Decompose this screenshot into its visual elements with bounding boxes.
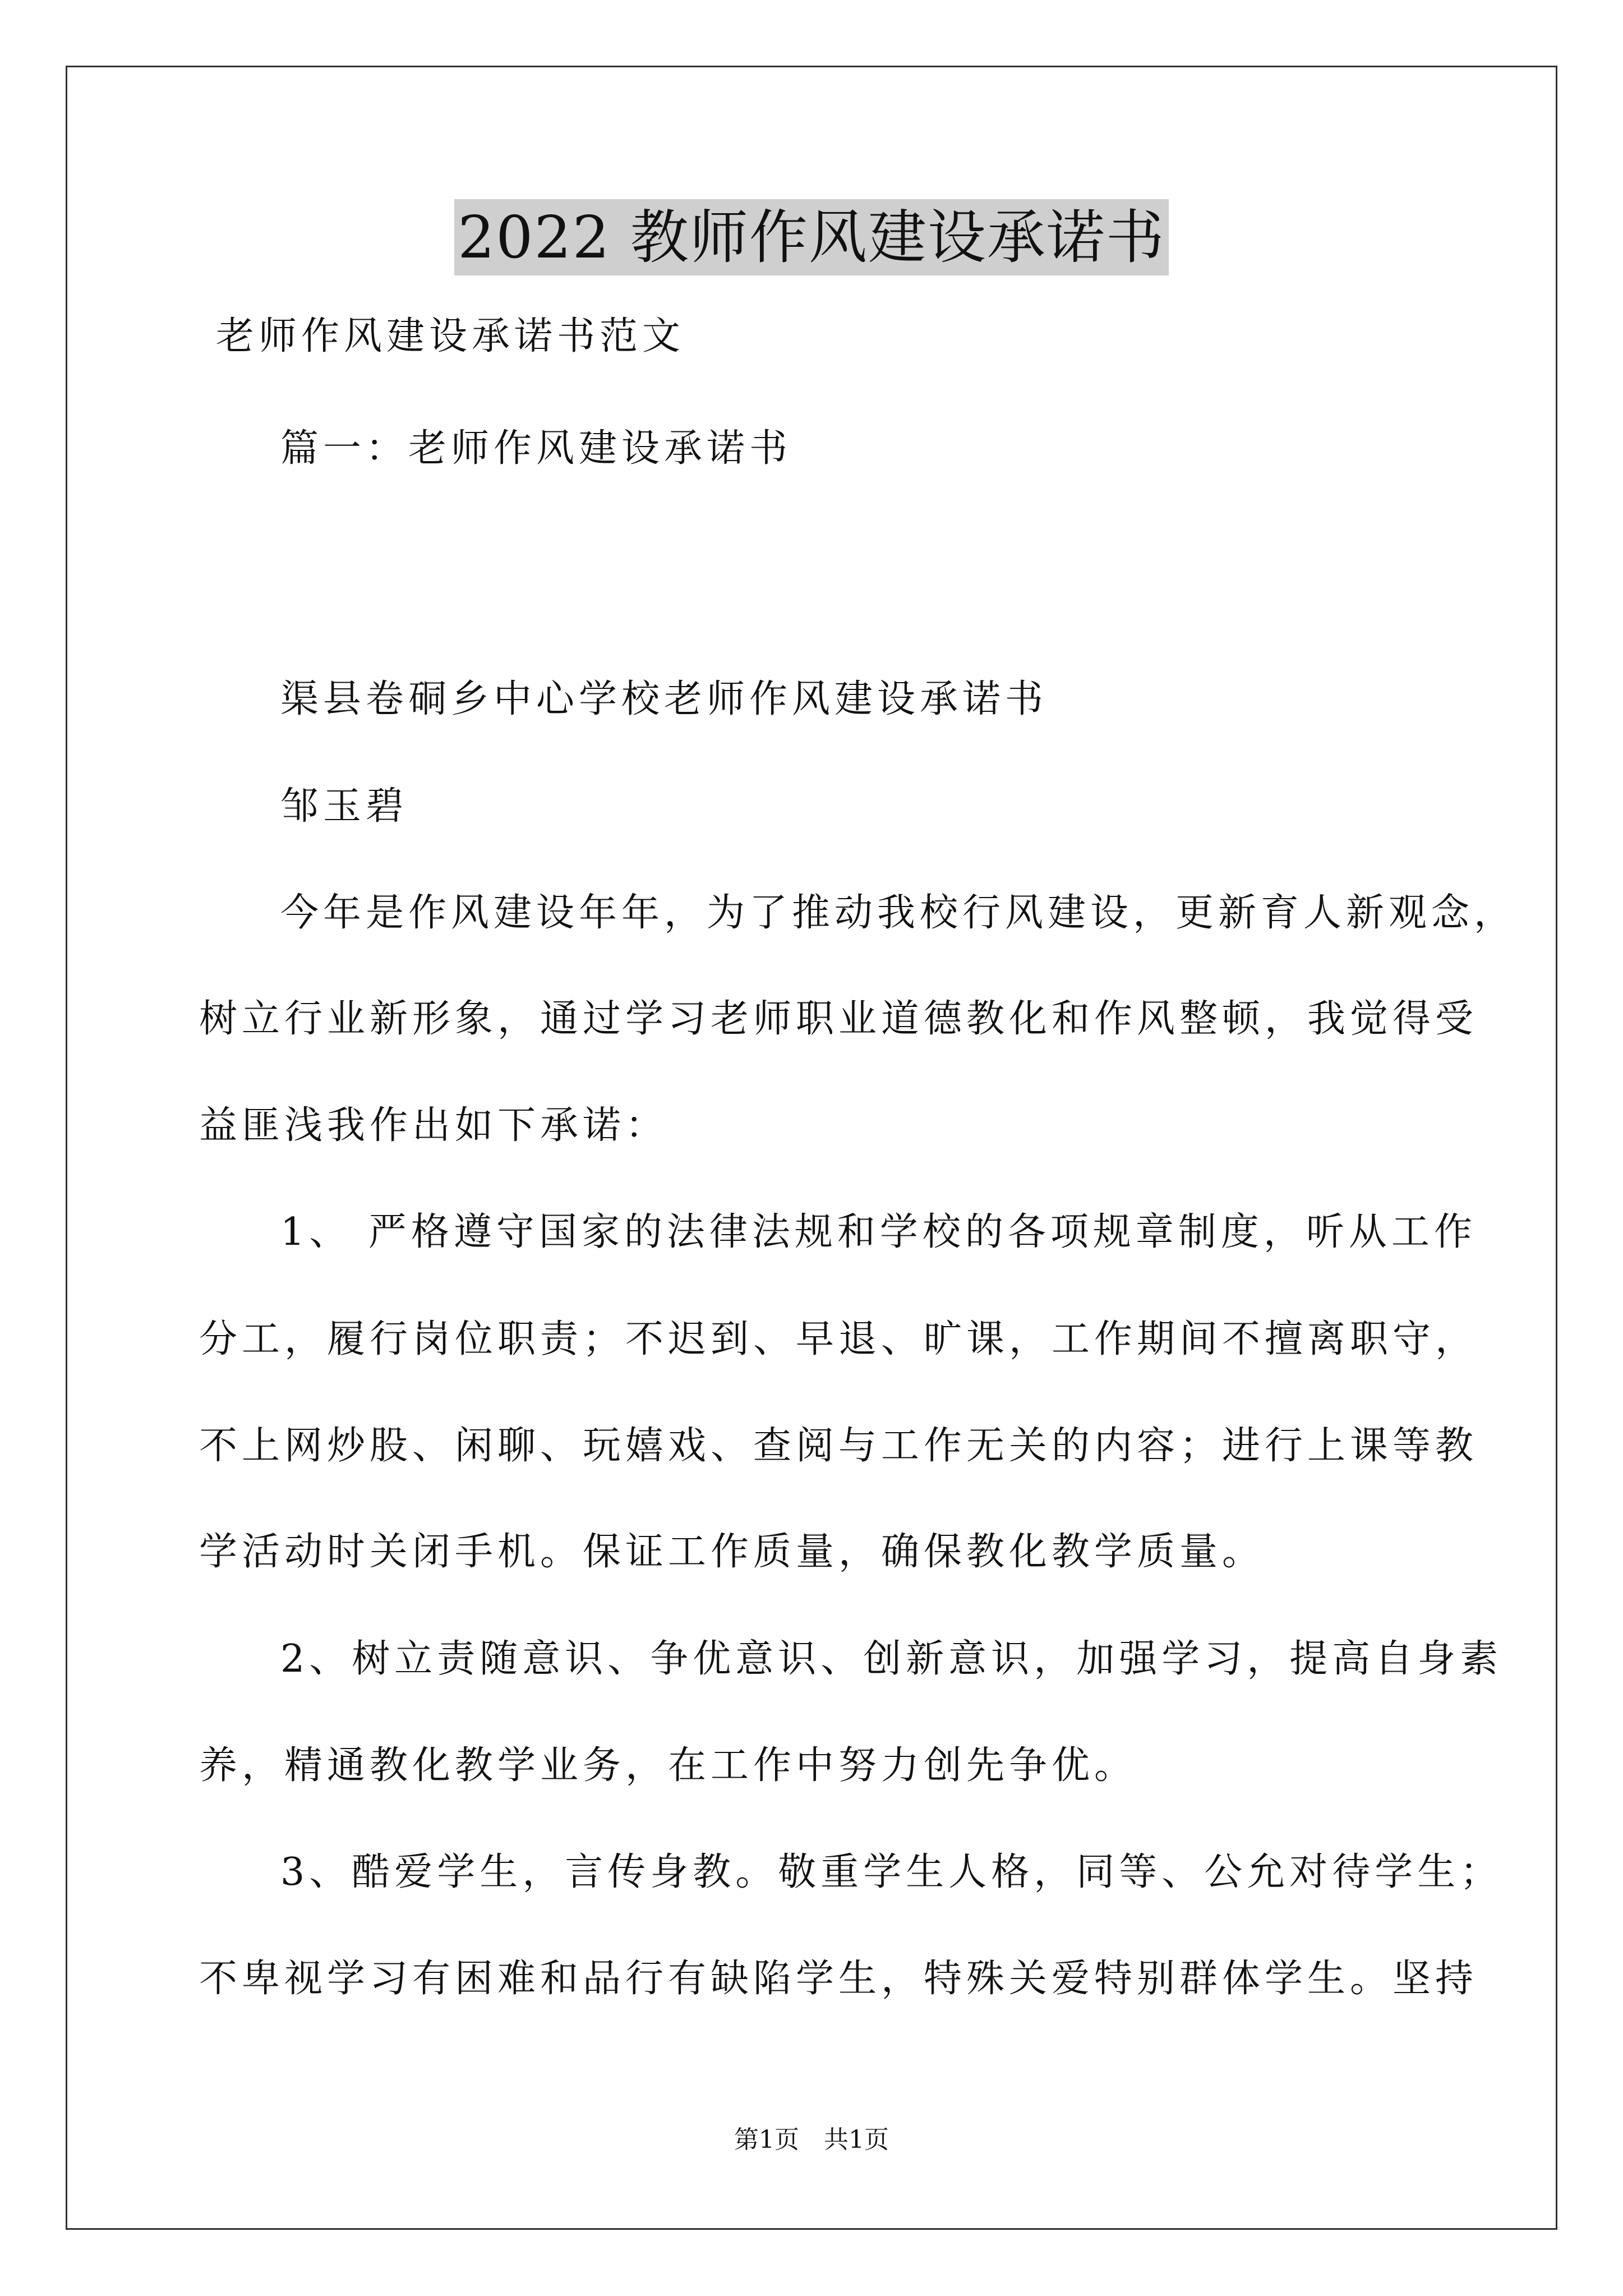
letter-title: 渠县卷硐乡中心学校老师作风建设承诺书 xyxy=(280,677,1048,721)
body-line: 养，精通教化教学业务，在工作中努力创先争优。 xyxy=(199,1743,1137,1788)
page-number-footer: 第1页 共1页 xyxy=(734,2125,889,2154)
body-line: 学活动时关闭手机。保证工作质量，确保教化教学质量。 xyxy=(199,1530,1265,1574)
body-line: 益匪浅我作出如下承诺： xyxy=(199,1103,668,1148)
document-subtitle: 老师作风建设承诺书范文 xyxy=(216,314,685,358)
body-line: 不卑视学习有困难和品行有缺陷学生，特殊关爱特别群体学生。坚持 xyxy=(199,1957,1478,2001)
document-title: 2022 教师作风建设承诺书 xyxy=(454,199,1169,275)
body-line: 3、酷爱学生，言传身教。敬重学生人格，同等、公允对待学生； xyxy=(280,1850,1503,1894)
body-line: 树立行业新形象，通过学习老师职业道德教化和作风整顿，我觉得受 xyxy=(199,997,1478,1041)
body-line: 1、 严格遵守国家的法律法规和学校的各项规章制度，听从工作 xyxy=(280,1210,1477,1254)
title-container xyxy=(0,199,1623,275)
body-line: 不上网炒股、闲聊、玩嬉戏、查阅与工作无关的内容；进行上课等教 xyxy=(199,1424,1478,1468)
section-heading: 篇一：老师作风建设承诺书 xyxy=(280,426,792,471)
author-name: 邹玉碧 xyxy=(280,784,409,829)
body-line: 分工，履行岗位职责；不迟到、早退、旷课，工作期间不擅离职守， xyxy=(199,1317,1478,1361)
body-line: 2、树立责随意识、争优意识、创新意识，加强学习，提高自身素 xyxy=(280,1637,1503,1681)
body-line: 今年是作风建设年年，为了推动我校行风建设，更新育人新观念， xyxy=(280,891,1517,935)
